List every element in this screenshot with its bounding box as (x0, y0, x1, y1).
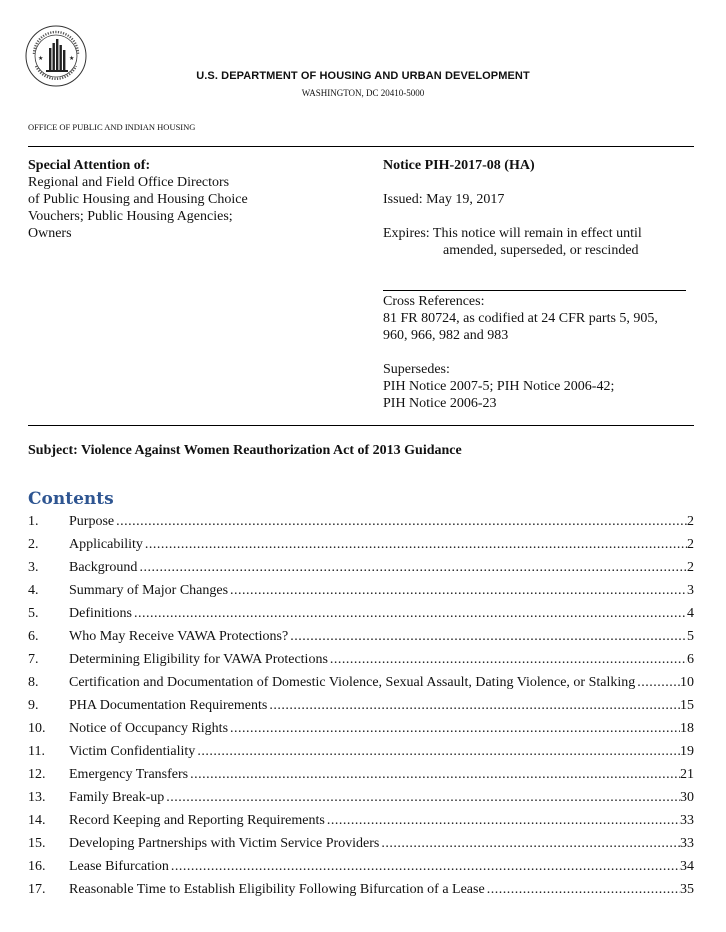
supersedes-line: PIH Notice 2007-5; PIH Notice 2006-42; (383, 379, 615, 394)
toc-dot-leader (169, 855, 680, 878)
toc-entry-page[interactable]: 21 (680, 767, 694, 782)
toc-entry-page[interactable]: 33 (680, 813, 694, 828)
table-of-contents (28, 510, 694, 901)
toc-entry-page[interactable]: 3 (687, 583, 694, 598)
toc-entry-number: 7. (28, 652, 39, 667)
contents-heading: Contents (28, 489, 114, 509)
toc-dot-leader (485, 878, 680, 901)
toc-entry-page[interactable]: 2 (687, 537, 694, 552)
toc-entry-title[interactable]: Emergency Transfers (69, 767, 189, 782)
toc-entry-page[interactable]: 34 (680, 859, 694, 874)
toc-entry-title[interactable]: Determining Eligibility for VAWA Protections (69, 652, 328, 667)
toc-entry[interactable] (28, 602, 694, 625)
toc-entry-title[interactable]: PHA Documentation Requirements (69, 698, 268, 713)
toc-entry-title[interactable]: Reasonable Time to Establish Eligibility Following Bifurcation of a Lease (69, 882, 485, 897)
toc-entry-page[interactable]: 5 (687, 629, 694, 644)
toc-entry[interactable] (28, 832, 694, 855)
svg-text:★: ★ (38, 56, 44, 62)
toc-entry-page[interactable]: 15 (680, 698, 694, 713)
special-attention-line: Vouchers; Public Housing Agencies; (28, 209, 233, 224)
toc-entry[interactable] (28, 533, 694, 556)
toc-entry-number: 9. (28, 698, 39, 713)
toc-entry-title[interactable]: Who May Receive VAWA Protections? (69, 629, 289, 644)
divider-top (28, 146, 694, 147)
office-name: OFFICE OF PUBLIC AND INDIAN HOUSING (28, 122, 196, 132)
toc-entry-page[interactable]: 18 (680, 721, 694, 736)
toc-dot-leader (137, 556, 687, 579)
toc-entry[interactable] (28, 855, 694, 878)
toc-entry-number: 17. (28, 882, 46, 897)
toc-entry[interactable] (28, 510, 694, 533)
toc-entry-title[interactable]: Lease Bifurcation (69, 859, 169, 874)
toc-entry-title[interactable]: Notice of Occupancy Rights (69, 721, 229, 736)
toc-entry-title[interactable]: Developing Partnerships with Victim Service Providers (69, 836, 380, 851)
toc-entry-page[interactable]: 33 (680, 836, 694, 851)
toc-entry-title[interactable]: Summary of Major Changes (69, 583, 229, 598)
agency-name: U.S. DEPARTMENT OF HOUSING AND URBAN DEVELOPMENT (196, 70, 530, 82)
toc-entry[interactable] (28, 786, 694, 809)
toc-entry[interactable] (28, 579, 694, 602)
notice-number: Notice PIH-2017-08 (HA) (383, 158, 535, 173)
toc-entry-number: 8. (28, 675, 39, 690)
toc-dot-leader (164, 786, 680, 809)
issued-date: Issued: May 19, 2017 (383, 192, 505, 207)
special-attention-line: of Public Housing and Housing Choice (28, 192, 248, 207)
toc-entry[interactable] (28, 625, 694, 648)
toc-dot-leader (288, 625, 687, 648)
toc-entry-title[interactable]: Record Keeping and Reporting Requirements (69, 813, 325, 828)
toc-entry-title[interactable]: Family Break-up (69, 790, 165, 805)
toc-entry-page[interactable]: 6 (687, 652, 694, 667)
toc-dot-leader (132, 602, 687, 625)
toc-entry-title[interactable]: Applicability (69, 537, 143, 552)
toc-dot-leader (228, 579, 687, 602)
toc-dot-leader (188, 763, 680, 786)
toc-entry-number: 10. (28, 721, 46, 736)
subject-line: Subject: Violence Against Women Reauthorization Act of 2013 Guidance (28, 443, 462, 458)
toc-entry[interactable] (28, 671, 694, 694)
cross-references-line: 960, 966, 982 and 983 (383, 328, 509, 343)
toc-dot-leader (635, 671, 680, 694)
toc-entry-number: 5. (28, 606, 39, 621)
toc-entry[interactable] (28, 763, 694, 786)
divider-subject (28, 425, 694, 426)
toc-dot-leader (114, 510, 687, 533)
special-attention-line: Owners (28, 226, 72, 241)
toc-entry-page[interactable]: 2 (687, 560, 694, 575)
toc-entry-number: 13. (28, 790, 46, 805)
toc-entry-page[interactable]: 4 (687, 606, 694, 621)
toc-dot-leader (379, 832, 680, 855)
supersedes-line: PIH Notice 2006-23 (383, 396, 497, 411)
toc-entry[interactable] (28, 556, 694, 579)
cross-references-block (383, 293, 658, 344)
toc-entry-number: 4. (28, 583, 39, 598)
toc-entry-number: 15. (28, 836, 46, 851)
divider-cross-ref (383, 290, 686, 291)
supersedes-block (383, 361, 614, 412)
toc-entry-page[interactable]: 2 (687, 514, 694, 529)
toc-entry-number: 2. (28, 537, 39, 552)
toc-entry-page[interactable]: 30 (680, 790, 694, 805)
toc-entry-page[interactable]: 10 (680, 675, 694, 690)
svg-text:★: ★ (69, 56, 75, 62)
toc-entry-title[interactable]: Victim Confidentiality (69, 744, 196, 759)
toc-entry[interactable] (28, 717, 694, 740)
toc-entry[interactable] (28, 878, 694, 901)
supersedes-label: Supersedes: (383, 362, 450, 377)
toc-entry-page[interactable]: 35 (680, 882, 694, 897)
toc-entry-title[interactable]: Definitions (69, 606, 132, 621)
toc-entry-title[interactable]: Purpose (69, 514, 115, 529)
toc-entry-number: 6. (28, 629, 39, 644)
toc-entry-number: 12. (28, 767, 46, 782)
toc-dot-leader (228, 717, 680, 740)
toc-entry-number: 11. (28, 744, 45, 759)
cross-references-line: 81 FR 80724, as codified at 24 CFR parts 5, 905, (383, 311, 658, 326)
toc-entry-number: 1. (28, 514, 39, 529)
special-attention-label: Special Attention of: (28, 158, 151, 173)
toc-entry-page[interactable]: 19 (680, 744, 694, 759)
toc-dot-leader (143, 533, 687, 556)
cross-references-label: Cross References: (383, 294, 485, 309)
toc-entry[interactable] (28, 740, 694, 763)
toc-entry-number: 14. (28, 813, 46, 828)
toc-dot-leader (195, 740, 680, 763)
special-attention-block (28, 157, 248, 242)
toc-entry-title[interactable]: Background (69, 560, 138, 575)
toc-dot-leader (325, 809, 680, 832)
expiration-line: Expires: This notice will remain in effect until (383, 226, 642, 241)
toc-entry[interactable] (28, 809, 694, 832)
agency-address: WASHINGTON, DC 20410-5000 (301, 88, 425, 98)
toc-entry-number: 3. (28, 560, 39, 575)
expiration-block (383, 225, 642, 259)
expiration-line: amended, superseded, or rescinded (443, 243, 639, 258)
toc-entry[interactable] (28, 694, 694, 717)
toc-entry-title[interactable]: Certification and Documentation of Domestic Violence, Sexual Assault, Dating Violence, or Stalking (69, 675, 636, 690)
special-attention-line: Regional and Field Office Directors (28, 175, 230, 190)
toc-entry[interactable] (28, 648, 694, 671)
toc-dot-leader (267, 694, 680, 717)
toc-entry-number: 16. (28, 859, 46, 874)
toc-dot-leader (328, 648, 687, 671)
